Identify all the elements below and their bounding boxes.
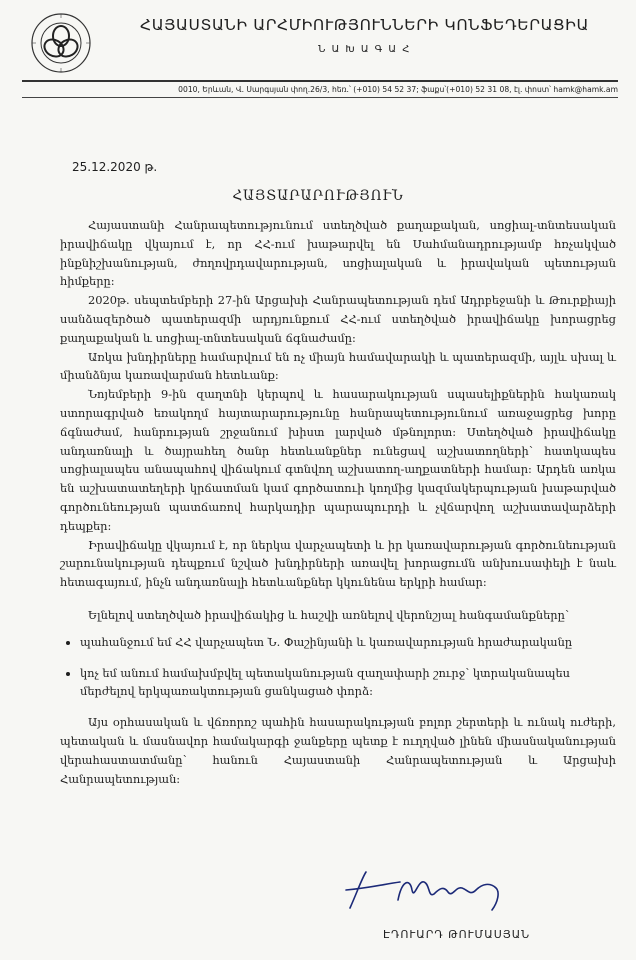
organization-name: ՀԱՅԱՍՏԱՆԻ ԱՐՀՄԻՈՒԹՅՈՒՆՆԵՐԻ ԿՈՆՖԵԴԵՐԱՑԻԱ xyxy=(140,16,589,34)
closing-paragraph: Այս օրհասական և վճռորոշ պահին հասարակության բոլոր շերտերի և ունակ ուժերի, պետական և մասնավոր համակարգի ջանքերը պետք է ուղղված լինեն միասնականության վերահաստատմանը՝ հանուն Հայաստանի Հանրապետության և Արցախի Հանրապետության: xyxy=(60,715,616,786)
list-item: • պահանջում եմ ՀՀ վարչապետ Ն. Փաշինյանի և կառավարության հրաժարականը xyxy=(80,633,616,652)
paragraph: Իրավիճակը վկայում է, որ ներկա վարչապետի և իր կառավարության գործունեության շարունակության դեպքում նշված խնդիրների առավել խորացումն անխուսափելի է նաև հետագայում, ինչն անդառնալի հետևանքներ կկունենա երկրի համար: xyxy=(60,537,616,590)
list-item: • կոչ եմ անում համախմբվել պետականության զաղափարի շուրջ՝ կտրականապես մերժելով երկպառակտության ցանկացած փորձ: xyxy=(80,664,616,702)
demands-list xyxy=(60,633,616,701)
paragraph: Նոյեմբերի 9-ին զաղտնի կերպով և հասարակության սպասելիքներին հակառակ ստորագրված եռակողմ հայտարարությունը հանրապետությունում առաջացրեց խորը ճգնաժամ, հանրության շրջանում խիստ լարված մթնոլորտ: Ստեղծված իրավիճակը անդառնալի և ծայրահեղ ծանր հետևանքներ ունեցավ աշխատողների՝ հատկապես սոցիալապես անապահով վիճակում գտնվող աշխատող-աղքատների համար: Արդեն առկա են աշխատատեղերի կրճատման կամ գործատուի կողմից կազմակերպության խաթարված գործունեության պատճառով հարկադիր պարապուրդի և չվճարվող աշխատավարձերի դեպքեր: xyxy=(60,387,616,533)
header-divider xyxy=(22,80,618,82)
paragraph: 2020թ. սեպտեմբերի 27-ին Արցախի Հանրապետության դեմ Ադրբեջանի և Թուրքիայի սանձազերծած պատերազմի արդյունքում ՀՀ-ում ստեղծված իրավիճակը խորացրեց քաղաքական և սոցիալ-տնտեսական ճգնաժամը: xyxy=(60,293,616,345)
contact-address: 0010, Երևան, Վ. Սարգսյան փող.26/3, հեռ.՝ (+010) 54 52 37; ֆաքս՝(+010) 52 31 08, էլ. փոստ՝ hamk@hamk.am xyxy=(178,85,618,94)
paragraph: Ելնելով ստեղծված իրավիճակից և հաշվի առնելով վերոնշյալ հանգամանքները՝ xyxy=(88,607,569,622)
letter-date: 25.12.2020 թ. xyxy=(72,160,158,174)
handwritten-signature xyxy=(340,860,530,920)
signer-name: ԷԴՈՒԱՐԴ ԹՈՒՄԱՍՅԱՆ xyxy=(383,928,531,941)
header-divider-thin xyxy=(22,97,618,98)
organization-subtitle: Ն Ա Խ Ա Գ Ա Հ xyxy=(318,44,411,55)
letter-title: ՀԱՅՏԱՐԱՐՈՒԹՅՈՒՆ xyxy=(232,188,404,204)
paragraph: Առկա խնդիրները համարվում են ոչ միայն համավարակի և պատերազմի, այլև սխալ և միանձնյա կառավարման հետևանք: xyxy=(60,349,616,383)
confederation-logo xyxy=(30,12,92,74)
letter-body xyxy=(60,216,616,788)
paragraph: Հայաստանի Հանրապետությունում ստեղծված քաղաքական, սոցիալ-տնտեսական իրավիճակը վկայում է, որ ՀՀ-ում խաթարվել են Սահմանադրությամբ հռչակված ինքնիշխանության, ժողովրդավարության, սոցիալական և իրավական պետության հիմքերը: xyxy=(60,218,616,289)
